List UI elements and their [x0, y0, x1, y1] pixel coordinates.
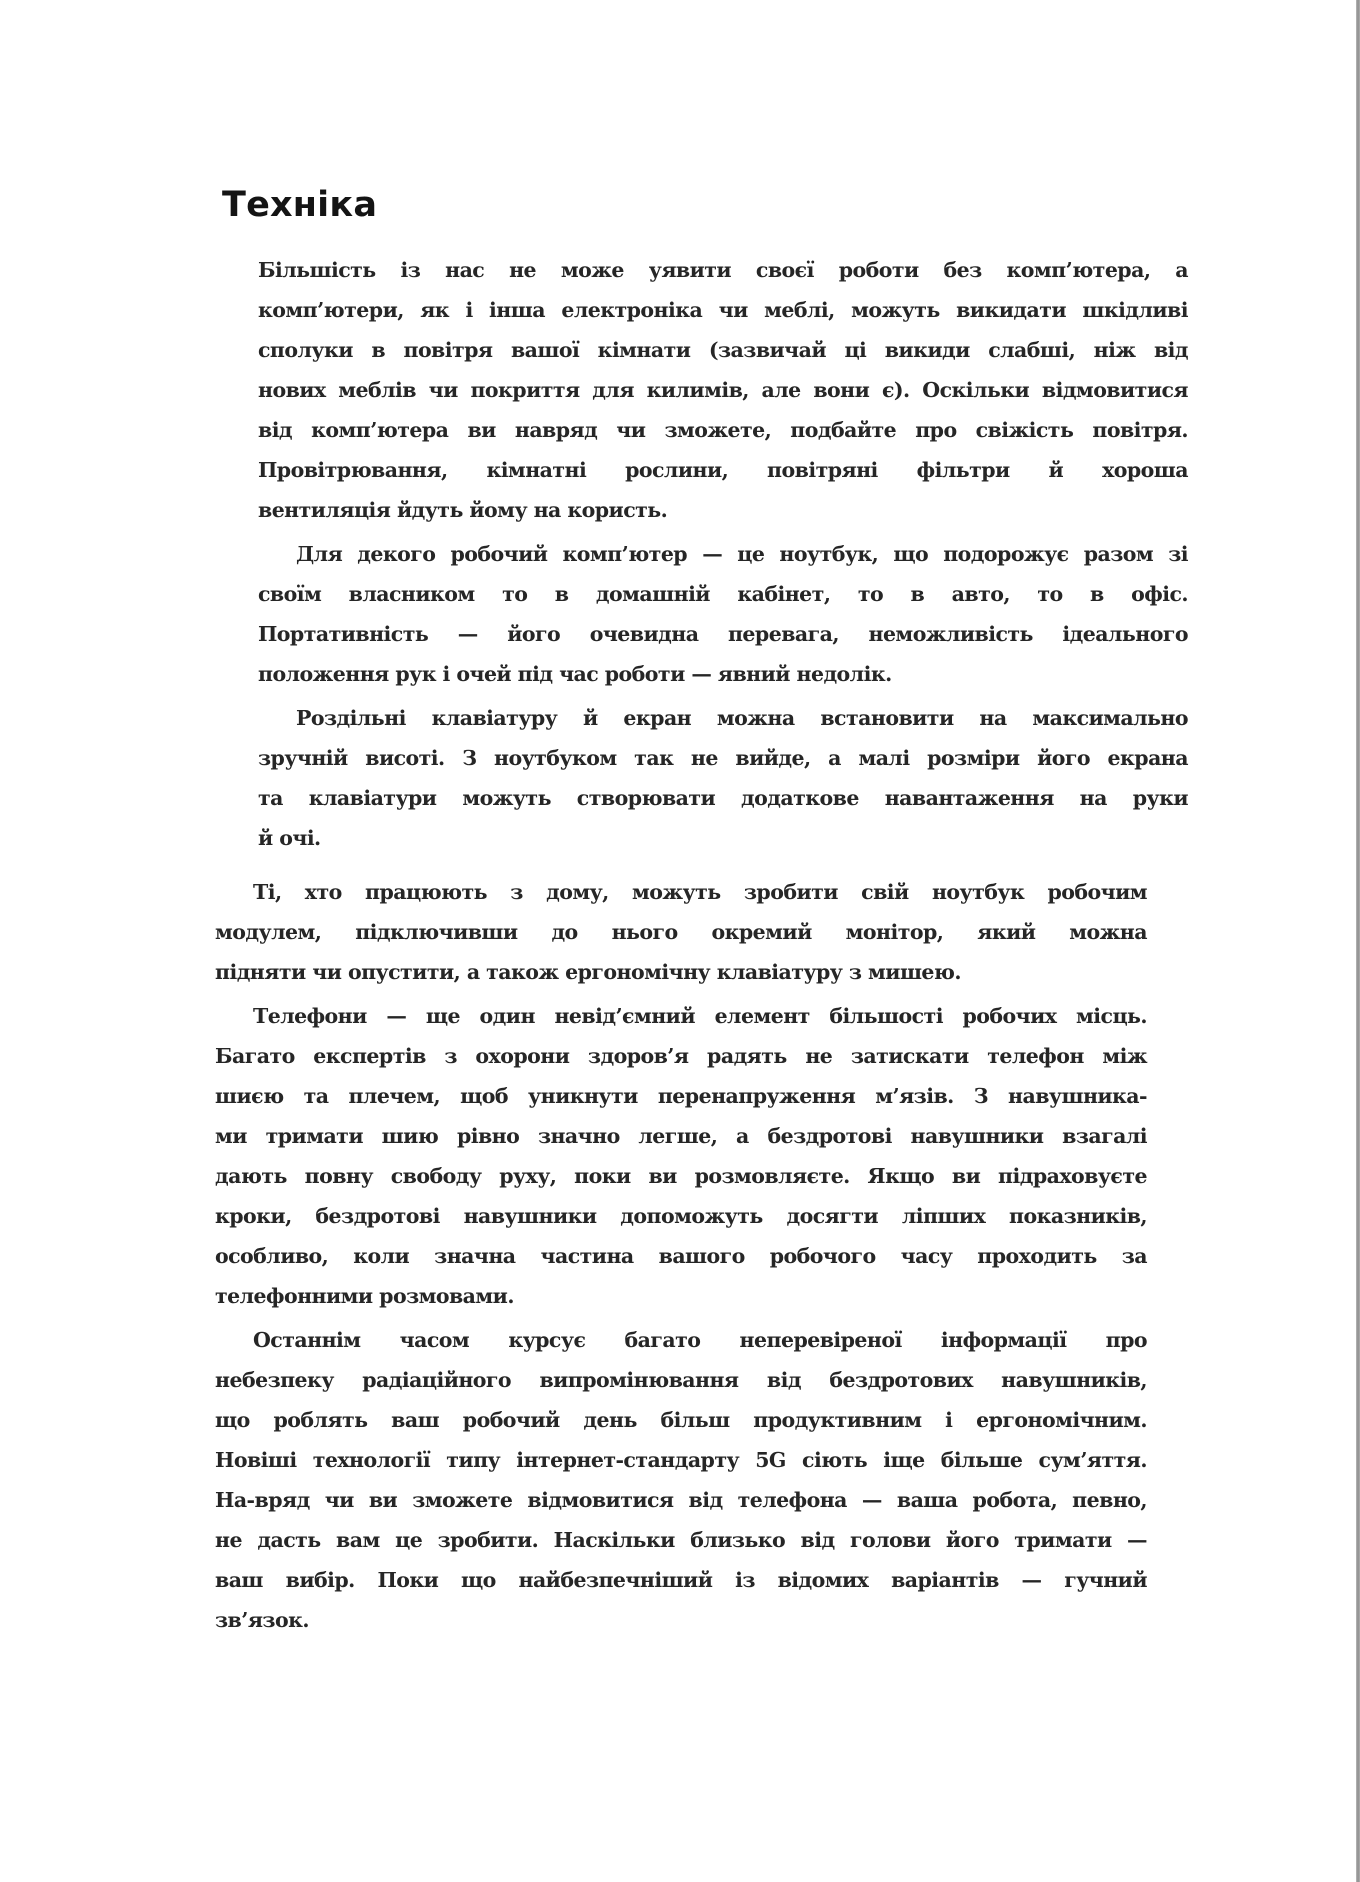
text-line: Більшість із нас не може уявити своєї роботи без комп’ютера, а: [258, 258, 1188, 282]
text-line: На-вряд чи ви зможете відмовитися від телефона — ваша робота, певно,: [215, 1488, 1147, 1512]
text-line: вентиляція йдуть йому на користь.: [258, 498, 668, 522]
text-line: Новіші технології типу інтернет-стандарту 5G сіють іще більше сум’яття.: [215, 1448, 1147, 1472]
text-line: Провітрювання, кімнатні рослини, повітряні фільтри й хороша: [258, 458, 1188, 482]
page-edge-divider: [1356, 0, 1360, 1882]
text-line: Портативність — його очевидна перевага, неможливість ідеального: [258, 622, 1188, 646]
text-line: та клавіатури можуть створювати додаткове навантаження на руки: [258, 786, 1188, 810]
text-line: комп’ютери, як і інша електроніка чи меблі, можуть викидати шкідливі: [258, 298, 1188, 322]
text-line: сполуки в повітря вашої кімнати (зазвичай ці викиди слабші, ніж від: [258, 338, 1188, 362]
text-line: що роблять ваш робочий день більш продуктивним і ергономічним.: [215, 1408, 1147, 1432]
text-line: Ті, хто працюють з дому, можуть зробити свій ноутбук робочим: [253, 880, 1147, 904]
text-line: положення рук і очей під час роботи — явний недолік.: [258, 662, 892, 686]
text-line: небезпеку радіаційного випромінювання від бездротових навушників,: [215, 1368, 1147, 1392]
text-line: телефонними розмовами.: [215, 1284, 514, 1308]
text-line: своїм власником то в домашній кабінет, то в авто, то в офіс.: [258, 582, 1188, 606]
text-line: зручній висоті. З ноутбуком так не вийде, а малі розміри його екрана: [258, 746, 1188, 770]
paragraph: [220, 698, 1188, 858]
text-line: Багато експертів з охорони здоров’я радять не затискати телефон між: [215, 1044, 1147, 1068]
paragraph: [177, 1320, 1147, 1640]
text-line: нових меблів чи покриття для килимів, але вони є). Оскільки відмовитися: [258, 378, 1188, 402]
text-block-2: [177, 872, 1147, 1644]
text-line: шиєю та плечем, щоб уникнути перенапруження м’язів. З навушника-: [215, 1084, 1147, 1108]
paragraph: [177, 872, 1147, 992]
text-line: підняти чи опустити, а також ергономічну клавіатуру з мишею.: [215, 960, 961, 984]
text-line: й очі.: [258, 826, 321, 850]
text-line: модулем, підключивши до нього окремий монітор, який можна: [215, 920, 1147, 944]
text-line: зв’язок.: [215, 1608, 309, 1632]
text-line: Для декого робочий комп’ютер — це ноутбук, що подорожує разом зі: [296, 542, 1188, 566]
text-line: ваш вибір. Поки що найбезпечніший із відомих варіантів — гучний: [215, 1568, 1147, 1592]
text-line: ми тримати шию рівно значно легше, а бездротові навушники взагалі: [215, 1124, 1147, 1148]
text-block-1: [220, 250, 1188, 862]
text-line: Роздільні клавіатуру й екран можна встановити на максимально: [296, 706, 1188, 730]
text-line: дають повну свободу руху, поки ви розмовляєте. Якщо ви підраховуєте: [215, 1164, 1147, 1188]
paragraph: [220, 534, 1188, 694]
paragraph: [220, 250, 1188, 530]
paragraph: [177, 996, 1147, 1316]
text-line: від комп’ютера ви навряд чи зможете, подбайте про свіжість повітря.: [258, 418, 1188, 442]
section-heading: Техніка: [222, 185, 378, 225]
text-line: Останнім часом курсує багато неперевіреної інформації про: [253, 1328, 1147, 1352]
text-line: особливо, коли значна частина вашого робочого часу проходить за: [215, 1244, 1147, 1268]
text-line: кроки, бездротові навушники допоможуть досягти ліпших показників,: [215, 1204, 1147, 1228]
text-line: Телефони — ще один невід’ємний елемент більшості робочих місць.: [253, 1004, 1147, 1028]
text-line: не дасть вам це зробити. Наскільки близько від голови його тримати —: [215, 1528, 1147, 1552]
